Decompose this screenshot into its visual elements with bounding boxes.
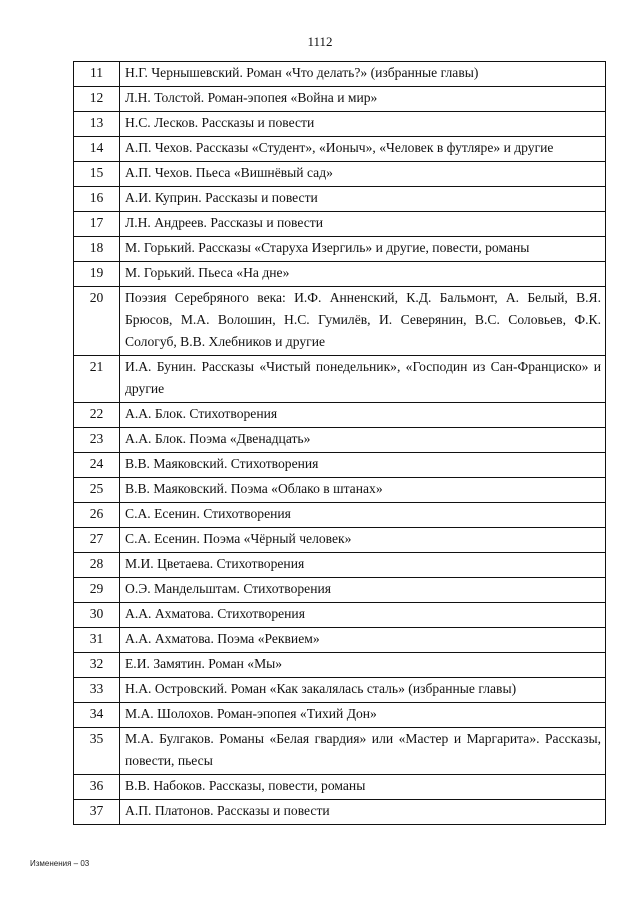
row-title: В.В. Маяковский. Стихотворения <box>120 453 606 478</box>
row-number: 32 <box>74 653 120 678</box>
row-number: 22 <box>74 403 120 428</box>
row-title: В.В. Набоков. Рассказы, повести, романы <box>120 775 606 800</box>
table-row <box>74 162 606 187</box>
table-row <box>74 137 606 162</box>
row-number: 35 <box>74 728 120 775</box>
row-title: А.П. Чехов. Пьеса «Вишнёвый сад» <box>120 162 606 187</box>
row-number: 31 <box>74 628 120 653</box>
row-number: 29 <box>74 578 120 603</box>
table-row <box>74 678 606 703</box>
table-row <box>74 356 606 403</box>
row-number: 14 <box>74 137 120 162</box>
table-row <box>74 87 606 112</box>
table-row <box>74 775 606 800</box>
row-title: М. Горький. Пьеса «На дне» <box>120 262 606 287</box>
row-number: 25 <box>74 478 120 503</box>
row-title: Н.Г. Чернышевский. Роман «Что делать?» (избранные главы) <box>120 62 606 87</box>
table-body <box>74 62 606 825</box>
table-row <box>74 212 606 237</box>
table-row <box>74 800 606 825</box>
table-row <box>74 528 606 553</box>
row-number: 11 <box>74 62 120 87</box>
row-title: А.А. Блок. Стихотворения <box>120 403 606 428</box>
row-title: Н.С. Лесков. Рассказы и повести <box>120 112 606 137</box>
row-number: 18 <box>74 237 120 262</box>
row-title: Е.И. Замятин. Роман «Мы» <box>120 653 606 678</box>
row-title: А.А. Ахматова. Стихотворения <box>120 603 606 628</box>
table-row <box>74 428 606 453</box>
row-number: 28 <box>74 553 120 578</box>
table-row <box>74 112 606 137</box>
table-row <box>74 287 606 356</box>
row-title: С.А. Есенин. Стихотворения <box>120 503 606 528</box>
row-number: 15 <box>74 162 120 187</box>
table-row <box>74 503 606 528</box>
table-row <box>74 478 606 503</box>
row-title: А.И. Куприн. Рассказы и повести <box>120 187 606 212</box>
row-number: 24 <box>74 453 120 478</box>
row-title: М. Горький. Рассказы «Старуха Изергиль» и другие, повести, романы <box>120 237 606 262</box>
row-title: Л.Н. Толстой. Роман-эпопея «Война и мир» <box>120 87 606 112</box>
table-row <box>74 187 606 212</box>
row-number: 33 <box>74 678 120 703</box>
row-number: 20 <box>74 287 120 356</box>
footer-note: Изменения – 03 <box>30 859 90 868</box>
row-number: 17 <box>74 212 120 237</box>
row-title: А.А. Блок. Поэма «Двенадцать» <box>120 428 606 453</box>
table-row <box>74 728 606 775</box>
table-row <box>74 553 606 578</box>
row-number: 27 <box>74 528 120 553</box>
table-row <box>74 703 606 728</box>
row-number: 23 <box>74 428 120 453</box>
row-title: М.И. Цветаева. Стихотворения <box>120 553 606 578</box>
literature-table <box>73 61 606 825</box>
table-row <box>74 653 606 678</box>
row-title: С.А. Есенин. Поэма «Чёрный человек» <box>120 528 606 553</box>
table-row <box>74 403 606 428</box>
row-number: 13 <box>74 112 120 137</box>
row-title: А.П. Платонов. Рассказы и повести <box>120 800 606 825</box>
row-title: О.Э. Мандельштам. Стихотворения <box>120 578 606 603</box>
row-title: М.А. Шолохов. Роман-эпопея «Тихий Дон» <box>120 703 606 728</box>
row-number: 16 <box>74 187 120 212</box>
row-number: 30 <box>74 603 120 628</box>
row-number: 26 <box>74 503 120 528</box>
table-row <box>74 603 606 628</box>
row-title: В.В. Маяковский. Поэма «Облако в штанах» <box>120 478 606 503</box>
row-number: 21 <box>74 356 120 403</box>
row-number: 19 <box>74 262 120 287</box>
row-title: М.А. Булгаков. Романы «Белая гвардия» или «Мастер и Маргарита». Рассказы, повести, пьесы <box>120 728 606 775</box>
page-number: 1112 <box>307 34 333 49</box>
row-title: Поэзия Серебряного века: И.Ф. Анненский, К.Д. Бальмонт, А. Белый, В.Я. Брюсов, М.А. Волошин, Н.С. Гумилёв, И. Северянин, В.С. Соловьев, Ф.К. Сологуб, В.В. Хлебников и другие <box>120 287 606 356</box>
table-row <box>74 262 606 287</box>
table-row <box>74 628 606 653</box>
row-title: Н.А. Островский. Роман «Как закалялась сталь» (избранные главы) <box>120 678 606 703</box>
row-number: 37 <box>74 800 120 825</box>
row-number: 34 <box>74 703 120 728</box>
row-number: 36 <box>74 775 120 800</box>
row-title: А.А. Ахматова. Поэма «Реквием» <box>120 628 606 653</box>
table-row <box>74 62 606 87</box>
row-title: А.П. Чехов. Рассказы «Студент», «Ионыч», «Человек в футляре» и другие <box>120 137 606 162</box>
table-row <box>74 237 606 262</box>
row-title: И.А. Бунин. Рассказы «Чистый понедельник», «Господин из Сан-Франциско» и другие <box>120 356 606 403</box>
table-row <box>74 578 606 603</box>
row-number: 12 <box>74 87 120 112</box>
table-row <box>74 453 606 478</box>
row-title: Л.Н. Андреев. Рассказы и повести <box>120 212 606 237</box>
